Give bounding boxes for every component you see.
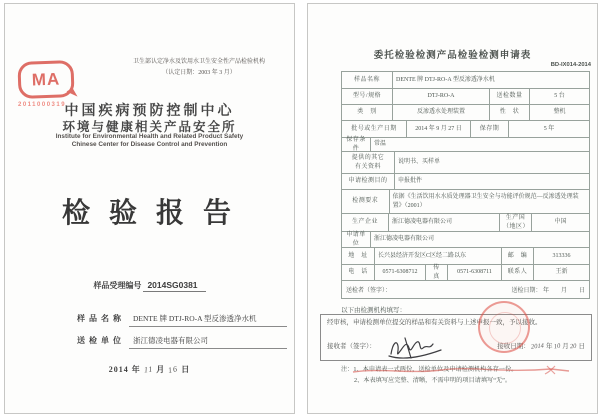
acceptance-number-label: 样品受理编号 (93, 281, 142, 290)
certification-note (113, 57, 285, 80)
cell-purpose-label: 申请检测目的 (348, 178, 388, 185)
note-line-1: 注：1、本申请表一式两份，送检单位及申请检测机构各存一份。 (341, 366, 518, 373)
cell-manufacturer-label: 生产企业 (351, 219, 378, 226)
cell-shelf-label: 保存期 (470, 121, 508, 137)
sample-name-label: 样 品 名 称 (77, 314, 122, 323)
cell-state-value: 整机 (529, 105, 589, 120)
cell-address-value: 长兴县经济开发区C区经二路以东 (374, 248, 501, 264)
cma-number: 2011000319 (18, 102, 67, 108)
table-row-sample-name (342, 72, 589, 88)
receive-box (320, 314, 592, 361)
review-statement: 经审核，申请检测单位提交的样品和有关资料与上述申报一致，予以接收。 (327, 319, 542, 326)
form-code: BD-IX014-2014 (550, 62, 591, 68)
footer-notes (341, 365, 591, 386)
cell-applicant-label: 申请单位 (346, 231, 366, 247)
sender-date-blank: 年 月 日 (542, 288, 585, 294)
table-row-address (342, 247, 589, 264)
cell-contact-label: 联系人 (501, 265, 533, 280)
cell-requirement-label: 检测要求 (352, 198, 379, 205)
submit-unit-label: 送 检 单 位 (77, 336, 122, 345)
cell-category-value: 反渗透水处理装置 (392, 105, 489, 120)
sample-name-row (77, 313, 287, 327)
fill-by-lab-note: 以下由检测机构填写： (341, 307, 406, 314)
receive-date-month-label: 月 (562, 343, 569, 350)
receiver-line (327, 342, 585, 352)
cover-date-month-label: 月 (156, 365, 166, 374)
table-row-model (342, 88, 589, 104)
cell-category-label: 类 别 (357, 109, 377, 116)
cover-date (5, 364, 294, 375)
cell-docs-value: 说明书、买样单 (394, 152, 589, 173)
cell-batch-label: 批号或生产日期 (351, 125, 397, 132)
receive-date-day-handwritten: 20 (570, 342, 578, 351)
cell-docs-label-line2: 有关资料 (354, 163, 381, 170)
submit-unit-row (77, 335, 287, 349)
application-form-page (307, 3, 598, 414)
note-line-2: 2、本表填写应完整、清晰，不需申明的项目请填写“无”。 (354, 376, 512, 384)
certification-line1: 卫生部认定净水及饮用水卫生安全性产品检验机构 (132, 59, 265, 65)
cell-shelf-value: 5 年 (508, 121, 589, 137)
receive-date-label: 接收日期： (497, 343, 530, 350)
cell-contact-value: 王新 (533, 265, 589, 280)
sender-date (511, 285, 585, 294)
table-row-applicant (342, 231, 589, 247)
red-seal-inner-ring (489, 312, 521, 344)
cell-purpose-value: 申报批件 (394, 174, 589, 189)
cover-date-month-handwritten: 11 (143, 364, 154, 375)
cell-phone-label: 电 话 (348, 269, 368, 276)
org-name-cn-2: 环境与健康相关产品安全所 (62, 120, 237, 134)
report-title: 检 验 报 告 (61, 198, 237, 229)
cell-country-label (499, 214, 531, 231)
table-row-phone (342, 264, 589, 280)
receiver-signature (385, 336, 447, 362)
submit-unit-value: 浙江德凌电器有限公司 (129, 335, 287, 349)
cell-country-label-line2: （地区） (503, 223, 530, 230)
cell-fax-value: 0571-6308711 (447, 265, 501, 280)
cell-sender (342, 281, 589, 298)
cell-phone-value: 0571-6308712 (374, 265, 425, 280)
cell-model-value: DTJ-RO-A (392, 89, 489, 104)
cover-date-day-handwritten: 16 (167, 364, 180, 375)
certification-line2: （认定日期：2003 年 3 月） (162, 70, 236, 77)
red-seal-stamp-icon (478, 301, 530, 353)
cell-sample-name-label: 样品名称 (353, 76, 380, 83)
table-row-docs (342, 151, 589, 173)
receive-date-year-handwritten: 2014 (531, 342, 545, 351)
receive-date-year-label: 年 (546, 343, 553, 350)
report-cover-page (4, 3, 295, 414)
sender-date-label: 送检日期： (511, 288, 542, 294)
receiver-label: 接收者（签字）： (327, 343, 376, 350)
cell-zip-label: 邮 编 (501, 248, 533, 264)
acceptance-number-row (5, 280, 294, 291)
cell-country-value: 中国 (531, 214, 589, 231)
cell-model-label: 型号/规格 (352, 93, 382, 100)
receive-date-month-handwritten: 10 (553, 342, 561, 351)
table-row-category (342, 104, 589, 120)
receive-date-day-label: 日 (578, 343, 585, 350)
cell-batch-value: 2014 年 9 月 27 日 (406, 121, 470, 137)
table-row-requirement (342, 189, 589, 213)
cell-fax-label: 传 真 (425, 265, 447, 280)
form-title: 委托检验检测产品检验检测申请表 (373, 51, 532, 61)
cell-qty-label: 送检数量 (489, 89, 529, 104)
cell-zip-value: 313336 (533, 248, 589, 264)
application-table (341, 71, 590, 299)
note-line-1-wrap (341, 365, 591, 376)
cell-docs-label (342, 152, 394, 173)
cell-docs-label-line1: 提供的其它 (351, 155, 385, 162)
table-row-storage (342, 137, 589, 151)
org-name-en-2: Chinese Center for Disease Control and Prevention (71, 141, 228, 148)
cell-sample-name-value: DENTE 牌 DTJ-RO-A 型反渗透净水机 (392, 72, 589, 88)
cell-country-label-line1: 生产国 (505, 215, 526, 222)
org-name-cn-1: 中国疾病预防控制中心 (64, 104, 235, 119)
cell-applicant-value: 浙江德凌电器有限公司 (370, 232, 589, 247)
cover-date-year: 2014 年 (108, 365, 141, 374)
acceptance-number-value: 2014SG0381 (143, 280, 205, 292)
table-row-manufacturer (342, 213, 589, 231)
cma-logo-icon (17, 60, 74, 99)
table-row-batch (342, 120, 589, 137)
cma-letters: MA (31, 69, 61, 89)
cell-qty-value: 5 台 (529, 89, 589, 104)
table-row-sender (342, 280, 589, 298)
cell-storage-value: 常温 (370, 138, 589, 151)
cell-storage-label: 保存条件 (346, 136, 366, 152)
cell-manufacturer-value: 浙江德凌电器有限公司 (388, 214, 499, 231)
org-name-en-1: Institute for Environmental Health and Related Product Safety (55, 133, 244, 140)
cell-state-label: 性 状 (489, 105, 529, 120)
cma-tail-icon (66, 88, 77, 100)
cell-requirement-value: 依据《生活饮用水水质处理器卫生安全与功能评价规范—反渗透处理装置》（2001） (389, 190, 589, 213)
cell-address-label: 地 址 (348, 252, 368, 259)
cover-date-day-label: 日 (181, 365, 191, 374)
sample-name-value: DENTE 牌 DTJ-RO-A 型反渗透净水机 (129, 313, 287, 327)
sender-signature-label: 送检者（签字）： (346, 288, 392, 294)
table-row-purpose (342, 173, 589, 189)
